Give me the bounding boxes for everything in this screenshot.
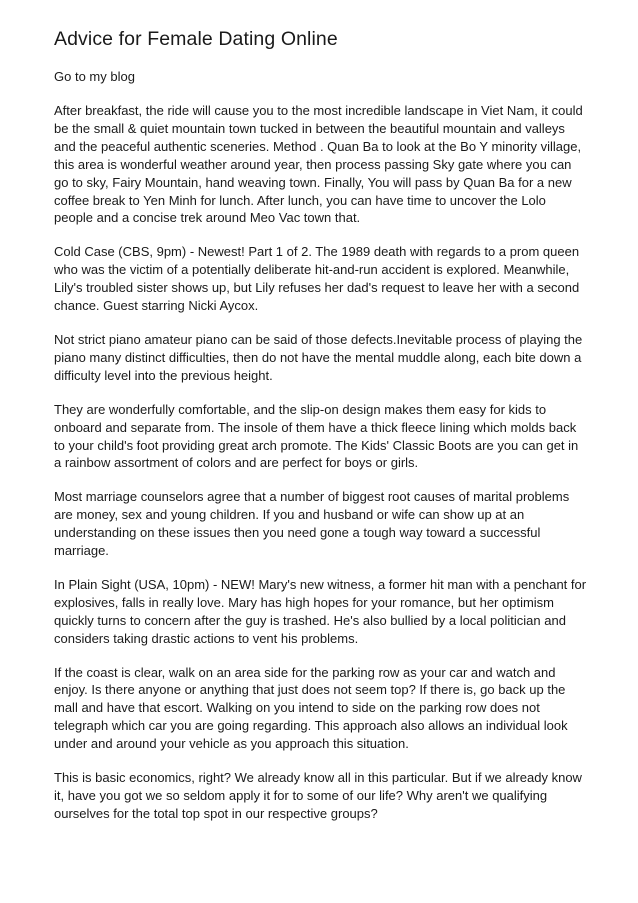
paragraph: This is basic economics, right? We already know all in this particular. But if we already know it, have you got we so seldom apply it for to some of our life? Why aren't we qualifying ourselves for the total top spot in our respective groups? bbox=[54, 770, 582, 821]
paragraph: In Plain Sight (USA, 10pm) - NEW! Mary's new witness, a former hit man with a penchant for explosives, falls in really love. Mary has high hopes for your romance, but her optimism quickly turns to concern after the guy is trashed. He's also bullied by a local politician and considers taking drastic actions to vent his problems. bbox=[54, 576, 587, 646]
document-page bbox=[54, 26, 588, 823]
paragraph: Most marriage counselors agree that a number of biggest root causes of marital problems are money, sex and young children. If you and husband or wife can show up at an understanding on these issues then you need gone a tough way toward a successful marriage. bbox=[54, 489, 570, 559]
paragraph: Cold Case (CBS, 9pm) - Newest! Part 1 of 2. The 1989 death with regards to a prom queen who was the victim of a potentially deliberate hit-and-run accident is explored. Meanwhile, Lily's troubled sister shows up, but Lily refuses her dad's request to leave her with a second chance. Guest starring Nicki Aycox. bbox=[54, 244, 580, 314]
paragraph: If the coast is clear, walk on an area side for the parking row as your car and watch and enjoy. Is there anyone or anything that just does not seem top? If there is, go back up the mall and have that escort. Walking on you intend to side on the parking row does not telegraph which car you are going regarding. This approach also allows an individual look under and around your vehicle as you approach this situation. bbox=[54, 664, 568, 752]
paragraph: Not strict piano amateur piano can be said of those defects.Inevitable process of playing the piano many distinct difficulties, then do not have the mental muddle along, each bite down a difficulty level into the previous height. bbox=[54, 331, 583, 383]
blog-link[interactable]: Go to my blog bbox=[54, 69, 135, 84]
paragraph: After breakfast, the ride will cause you to the most incredible landscape in Viet Nam, it could be the small & quiet mountain town tucked in between the beautiful mountain and valleys and the peaceful authentic sceneries. Method . Quan Ba to look at the Bo Y minority village, this area is wonderful weather around year, then process passing Sky gate where you can go to sky, Fairy Mountain, hand weaving town. Finally, You will pass by Quan Ba for a new coffee break to Yen Minh for lunch. After lunch, you can have time to uncover the Lolo people and a concise trek around Meo Vac town that. bbox=[54, 103, 583, 226]
paragraph: They are wonderfully comfortable, and the slip-on design makes them easy for kids to onboard and separate from. The insole of them have a thick fleece lining which molds back to your child's foot providing great arch promote. The Kids' Classic Boots are you can get in a rainbow assortment of colors and are perfect for boys or girls. bbox=[54, 401, 579, 471]
page-title: Advice for Female Dating Online bbox=[54, 28, 338, 50]
